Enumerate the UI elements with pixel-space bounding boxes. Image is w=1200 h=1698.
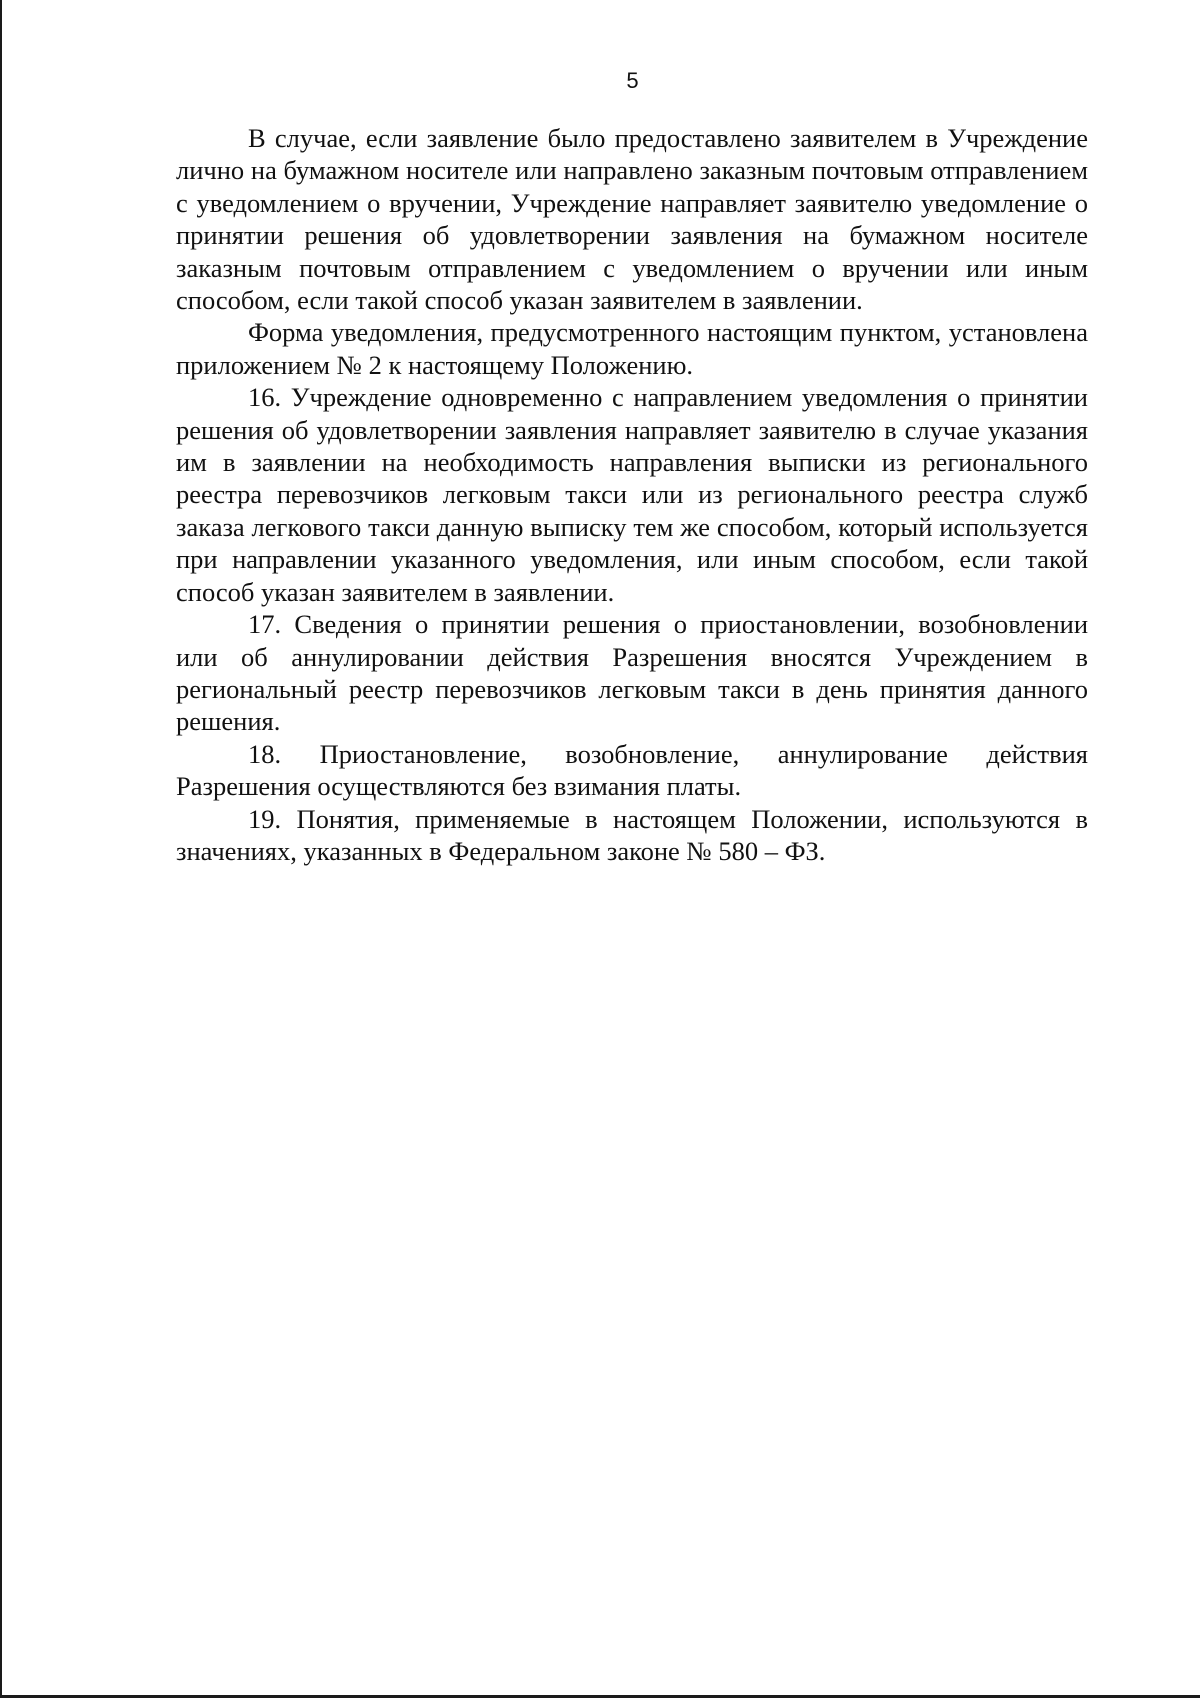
scan-edge-left [0, 0, 2, 1698]
paragraph-item-18: 18. Приостановление, возобновление, аннулирование действия Разрешения осуществляются без взимания платы. [176, 738, 1088, 802]
paragraph-notification-form: Форма уведомления, предусмотренного настоящим пунктом, установлена приложением № 2 к настоящему Положению. [176, 317, 1088, 380]
paragraph-notification-delivery: В случае, если заявление было предоставлено заявителем в Учреждение лично на бумажном носителе или направлено заказным почтовым отправлением с уведомлением о вручении, Учреждение направляет заявителю уведомление о принятии решения об удовлетворении заявления на бумажном носителе заказным почтовым отправлением с уведомлением о вручении или иным способом, если такой способ указан заявителем в заявлении. [176, 123, 1088, 316]
paragraph-item-17: 17. Сведения о принятии решения о приостановлении, возобновлении или об аннулировании действия Разрешения вносятся Учреждением в региональный реестр перевозчиков легковым такси в день принятия данного решения. [176, 609, 1088, 737]
paragraph-item-19: 19. Понятия, применяемые в настоящем Положении, используются в значениях, указанных в Федеральном законе № 580 – ФЗ. [176, 803, 1088, 866]
page-number: 5 [626, 68, 639, 93]
paragraph-item-16: 16. Учреждение одновременно с направлением уведомления о принятии решения об удовлетворении заявления направляет заявителю в случае указания им в заявлении на необходимость направления выписки из регионального реестра перевозчиков легковым такси или из регионального реестра служб заказа легкового такси данную выписку тем же способом, который используется при направлении указанного уведомления, или иным способом, если такой способ указан заявителем в заявлении. [176, 382, 1088, 607]
document-body [176, 122, 1088, 867]
